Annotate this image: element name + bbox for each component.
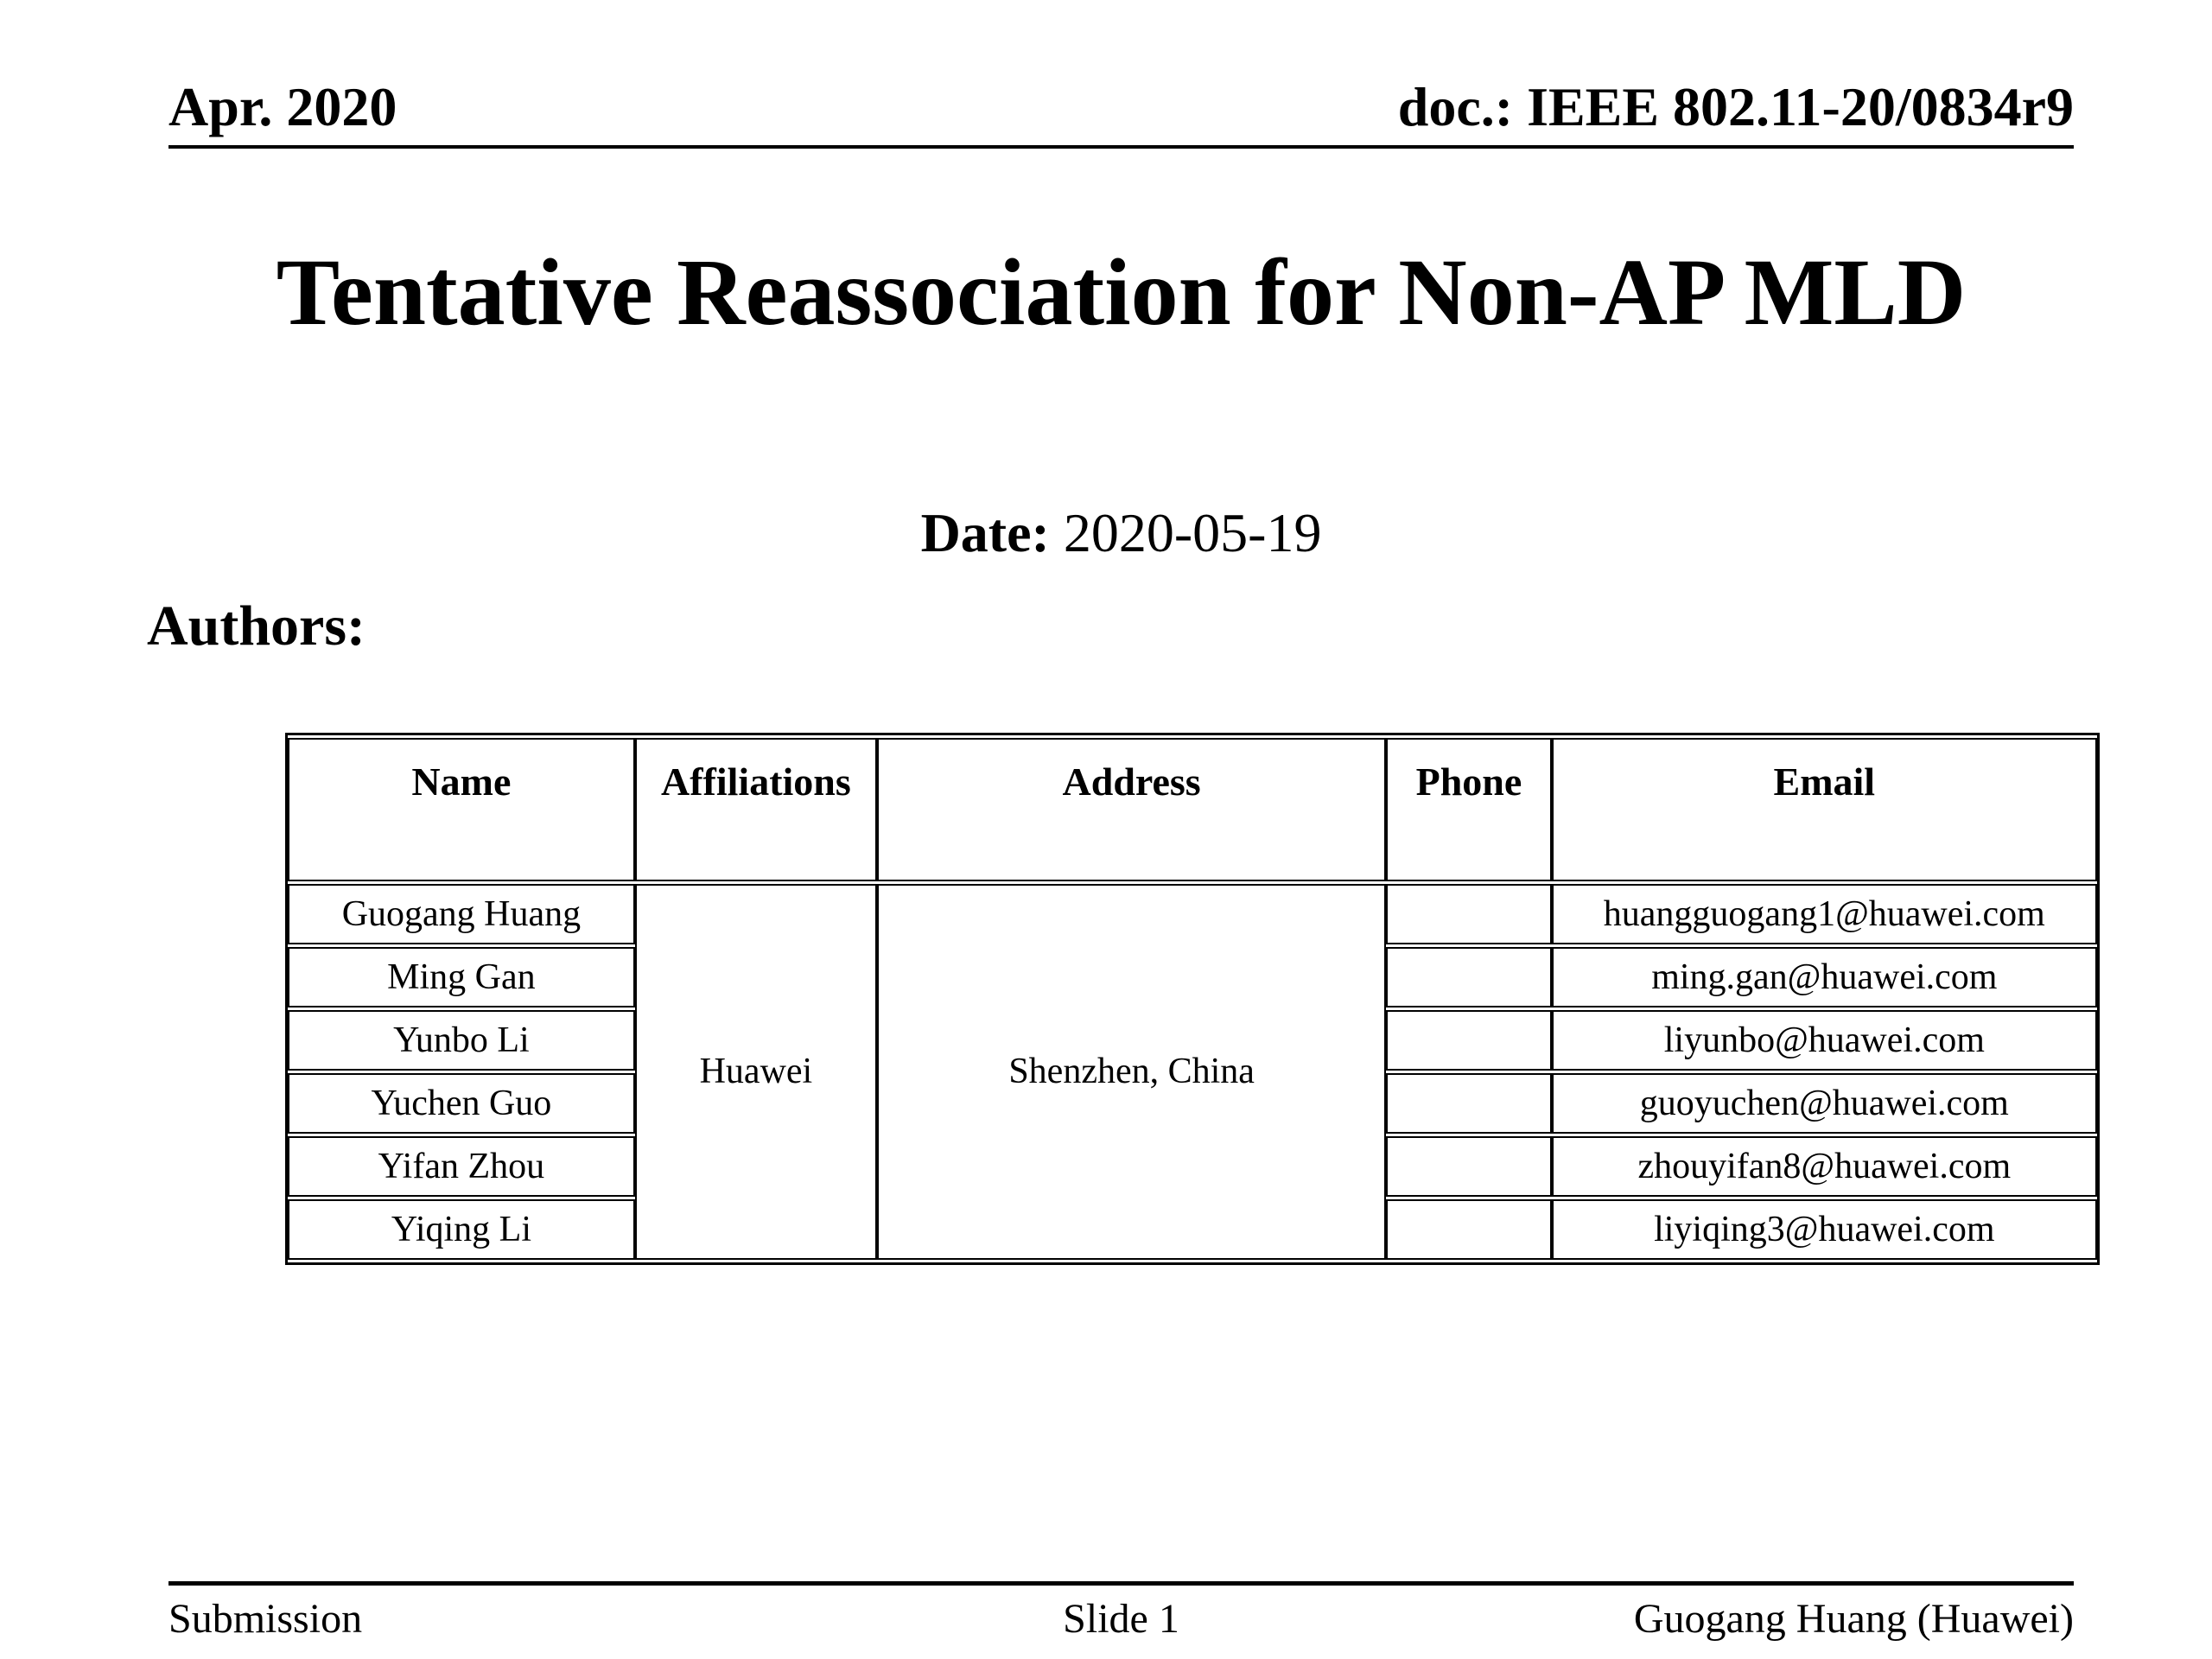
author-name-cell: Yuchen Guo bbox=[288, 1073, 635, 1134]
slide-title: Tentative Reassociation for Non-AP MLD bbox=[276, 239, 1967, 345]
header-doc-number: doc.: IEEE 802.11-20/0834r9 bbox=[1397, 76, 2074, 137]
author-name-cell: Yifan Zhou bbox=[288, 1136, 635, 1197]
author-name-cell: Guogang Huang bbox=[288, 884, 635, 944]
phone-cell bbox=[1386, 1073, 1551, 1134]
footer-rule bbox=[168, 1581, 2074, 1586]
phone-cell bbox=[1386, 884, 1551, 944]
email-cell: liyiqing3@huawei.com bbox=[1552, 1199, 2097, 1260]
author-name-cell: Yunbo Li bbox=[288, 1010, 635, 1071]
email-cell: zhouyifan8@huawei.com bbox=[1552, 1136, 2097, 1197]
authors-heading: Authors: bbox=[147, 594, 366, 658]
email-cell: ming.gan@huawei.com bbox=[1552, 947, 2097, 1007]
footer-author: Guogang Huang (Huawei) bbox=[1633, 1596, 2074, 1642]
author-name-cell: Yiqing Li bbox=[288, 1199, 635, 1260]
column-header-address: Address bbox=[877, 738, 1386, 881]
authors-table bbox=[285, 733, 2100, 1265]
email-cell: huangguogang1@huawei.com bbox=[1552, 884, 2097, 944]
address-cell: Shenzhen, China bbox=[877, 884, 1386, 1260]
table-row bbox=[288, 884, 2097, 944]
date-line bbox=[168, 502, 2074, 563]
phone-cell bbox=[1386, 1136, 1551, 1197]
authors-table-wrap bbox=[285, 733, 2100, 1265]
email-cell: liyunbo@huawei.com bbox=[1552, 1010, 2097, 1071]
phone-cell bbox=[1386, 947, 1551, 1007]
date-label: Date: bbox=[920, 502, 1050, 563]
author-name-cell: Ming Gan bbox=[288, 947, 635, 1007]
column-header-name: Name bbox=[288, 738, 635, 881]
phone-cell bbox=[1386, 1010, 1551, 1071]
footer-submission: Submission bbox=[168, 1596, 363, 1642]
column-header-email: Email bbox=[1552, 738, 2097, 881]
footer-slide-number: Slide 1 bbox=[1063, 1596, 1179, 1642]
header-rule bbox=[168, 145, 2074, 149]
email-cell: guoyuchen@huawei.com bbox=[1552, 1073, 2097, 1134]
column-header-affiliations: Affiliations bbox=[635, 738, 877, 881]
phone-cell bbox=[1386, 1199, 1551, 1260]
table-header-row bbox=[288, 738, 2097, 881]
affiliation-cell: Huawei bbox=[635, 884, 877, 1260]
column-header-phone: Phone bbox=[1386, 738, 1551, 881]
date-value: 2020-05-19 bbox=[1063, 502, 1322, 563]
header-date: Apr. 2020 bbox=[168, 76, 397, 137]
